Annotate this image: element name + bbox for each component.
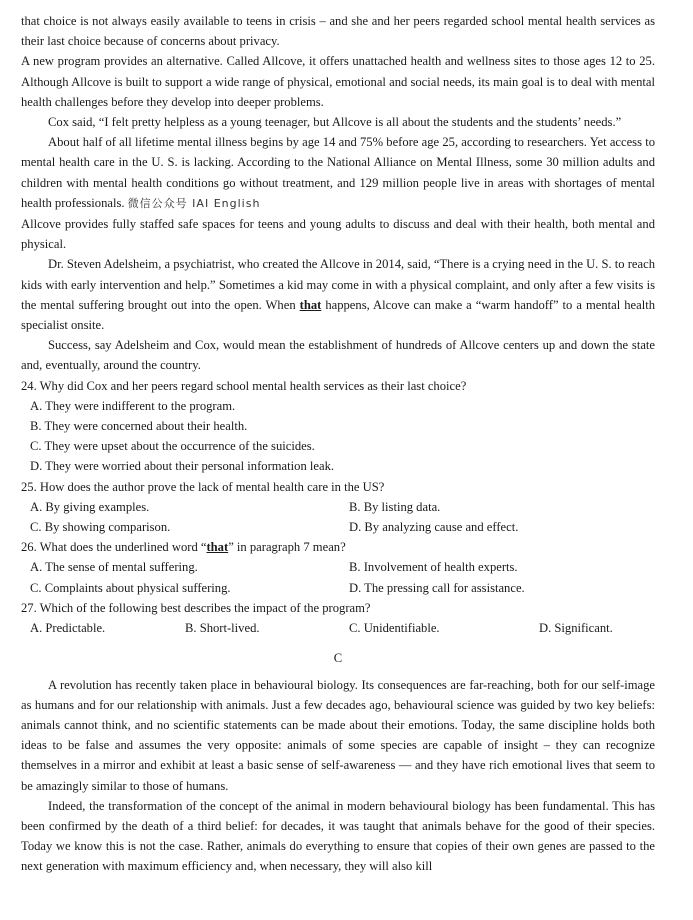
paragraph-statistics-text: About half of all lifetime mental illness begins by age 14 and 75% before age 25, according to researchers. Yet access to mental health care in the U. S. is lacking. According to the National Alliance on Mental Illness, some 30 million adults and children with mental health conditions go without treatment, and 129 million people live in areas with shortages of mental health professionals. — [21, 135, 655, 210]
question-26-stem — [21, 537, 655, 557]
question-27-option-b: B. Short-lived. — [185, 621, 260, 636]
question-26-option-a: A. The sense of mental suffering. — [30, 560, 198, 575]
paragraph-new-program: A new program provides an alternative. Called Allcove, it offers unattached health and wellness sites to those ages 12 to 25. Although Allcove is built to support a wide range of physical, emotional and social needs, its main goal is to deal with mental health challenges before they develop into deeper problems. — [21, 54, 655, 109]
question-26-options-row-2 — [21, 578, 655, 598]
paragraph-safe-spaces: Allcove provides fully staffed safe spaces for teens and young adults to discuss and deal with their health, both mental and physical. — [21, 217, 655, 252]
question-27-option-a: A. Predictable. — [30, 621, 106, 636]
question-25-option-b: B. By listing data. — [349, 499, 441, 514]
paragraph-adelsheim — [21, 254, 655, 335]
question-27-options-row — [21, 618, 655, 638]
question-24 — [21, 376, 655, 477]
question-25-stem: 25. How does the author prove the lack of mental health care in the US? — [21, 479, 385, 494]
question-26-option-b: B. Involvement of health experts. — [349, 560, 518, 575]
question-24-stem: 24. Why did Cox and her peers regard school mental health services as their last choice? — [21, 378, 467, 393]
paragraph-privacy: that choice is not always easily available to teens in crisis – and she and her peers regarded school mental health services as their last choice because of concerns about privacy. — [21, 14, 655, 49]
paragraph-cox-quote: Cox said, “I felt pretty helpless as a young teenager, but Allcove is all about the students and the students’ needs.” — [48, 115, 622, 130]
question-27-option-d: D. Significant. — [539, 621, 613, 636]
paragraph-adelsheim-text-b: happens, Alcove can make a “warm handoff” to a mental health specialist onsite. — [21, 297, 655, 333]
question-26 — [21, 537, 655, 598]
question-26-stem-b: ” in paragraph 7 mean? — [228, 540, 346, 555]
watermark: 微信公众号 IAI English — [127, 196, 261, 210]
paragraph-statistics — [21, 132, 655, 214]
question-25 — [21, 477, 655, 538]
question-26-stem-a: 26. What does the underlined word “ — [21, 540, 207, 555]
question-25-option-d: D. By analyzing cause and effect. — [349, 520, 519, 535]
paragraph-adelsheim-text-a: Dr. Steven Adelsheim, a psychiatrist, who created the Allcove in 2014, said, “There is a crying need in the U. S. to reach kids with early intervention and help.” Sometimes a kid may come in with a physical complaint, and only after a few visits is the mental suffering brought out into the open. When — [21, 257, 655, 312]
question-27 — [21, 598, 655, 638]
underlined-word-that: that — [299, 297, 322, 312]
question-26-option-c: C. Complaints about physical suffering. — [30, 580, 231, 595]
paragraph-revolution: A revolution has recently taken place in behavioural biology. Its consequences are far-reaching, both for our self-image as humans and for our relationship with animals. Just a few decades ago, behavioural science was guided by two key beliefs: animals cannot think, and no scientific statements can be made about their emotions. Today, the same discipline holds both ideas to be false and assumes the very opposite: animals of some species are capable of insight – they can recognize themselves in a mirror and exhibit at least a basic sense of self-awareness — and they have rich emotional lives that seem to be amazingly similar to those of humans. — [21, 677, 655, 793]
question-24-option-c: C. They were upset about the occurrence of the suicides. — [30, 439, 315, 454]
section-heading-c: C — [333, 651, 343, 666]
document-body — [21, 11, 655, 877]
question-26-underlined-word: that — [206, 540, 229, 555]
paragraph-transformation: Indeed, the transformation of the concept of the animal in modern behavioural biology has been fundamental. This has been confirmed by the death of a third belief: for decades, it was taught that animals behave for the good of their species. Today we know this is not the case. Rather, animals do everything to ensure that copies of their own genes are passed to the next generation with maximum efficiency and, when necessary, they will also kill — [21, 798, 655, 874]
question-25-option-a: A. By giving examples. — [30, 499, 150, 514]
question-25-options-row-1 — [21, 497, 655, 517]
question-25-options-row-2 — [21, 517, 655, 537]
question-24-option-b: B. They were concerned about their health. — [30, 419, 248, 434]
question-27-stem: 27. Which of the following best describes the impact of the program? — [21, 600, 371, 615]
question-24-option-d: D. They were worried about their personal information leak. — [30, 459, 335, 474]
question-25-option-c: C. By showing comparison. — [30, 520, 171, 535]
question-24-option-a: A. They were indifferent to the program. — [30, 398, 236, 413]
paragraph-success: Success, say Adelsheim and Cox, would mean the establishment of hundreds of Allcove centers up and down the state and, eventually, around the country. — [21, 338, 655, 373]
question-26-options-row-1 — [21, 557, 655, 577]
question-27-option-c: C. Unidentifiable. — [349, 621, 440, 636]
question-26-option-d: D. The pressing call for assistance. — [349, 580, 525, 595]
